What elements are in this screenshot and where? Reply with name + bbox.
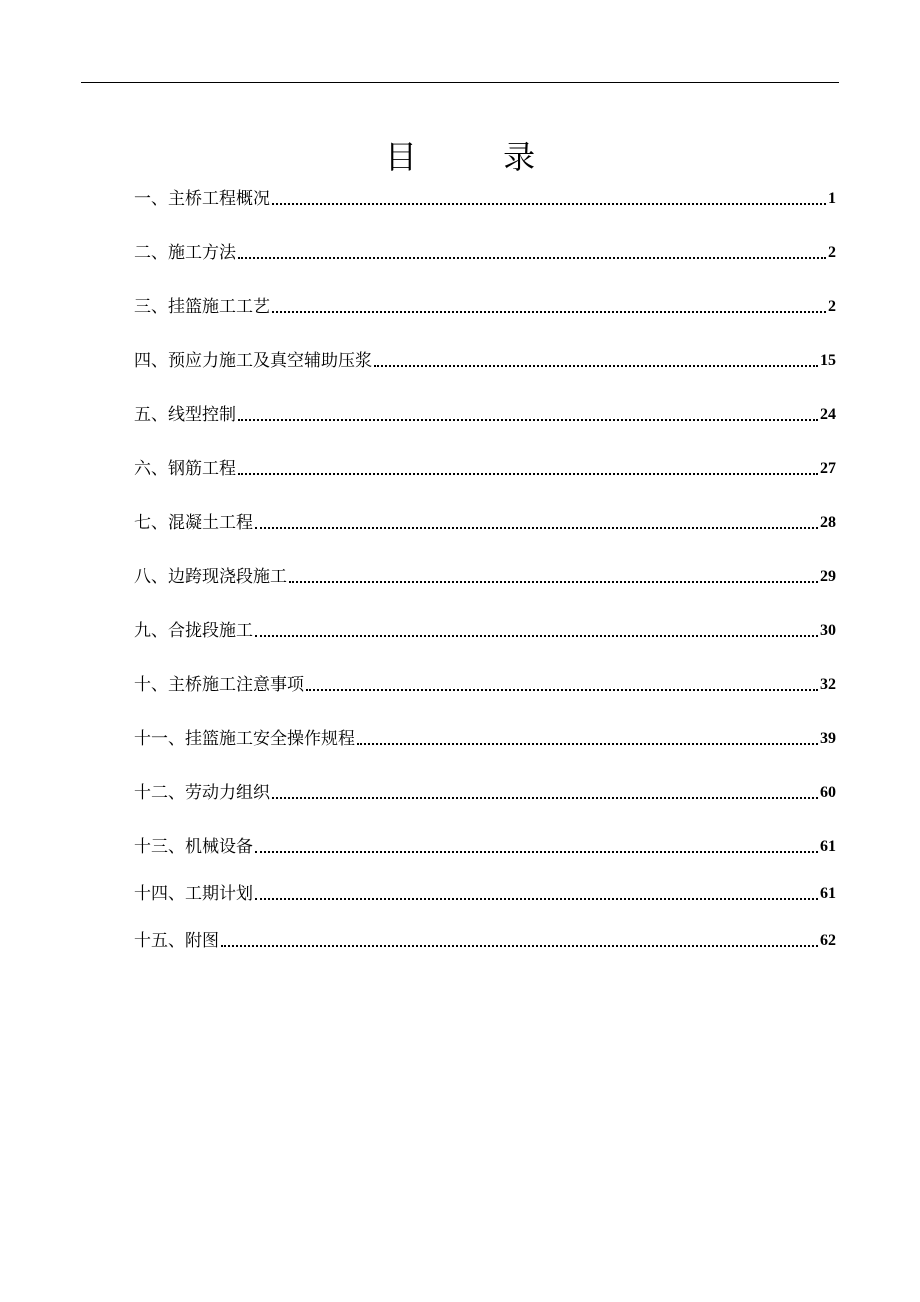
toc-entry-page[interactable]: 27 [820,460,836,477]
toc-entry[interactable] [134,400,836,426]
toc-entry-label[interactable]: 十、主桥施工注意事项 [134,675,304,695]
toc-entry-label[interactable]: 十一、挂篮施工安全操作规程 [134,729,355,749]
toc-entry[interactable] [134,832,836,858]
toc-entry-page[interactable]: 29 [820,568,836,585]
header-rule [81,82,839,83]
toc-entry[interactable] [134,670,836,696]
toc-entry-page[interactable]: 62 [820,932,836,949]
toc-entry[interactable] [134,562,836,588]
toc-dot-leader [306,689,818,691]
toc-entry[interactable] [134,616,836,642]
toc-entry-page[interactable]: 24 [820,406,836,423]
toc-dot-leader [272,203,826,205]
toc-entry-page[interactable]: 30 [820,622,836,639]
toc-dot-leader [272,797,818,799]
toc-entry-label[interactable]: 六、钢筋工程 [134,459,236,479]
toc-entry-page[interactable]: 61 [820,885,836,902]
toc-dot-leader [272,311,826,313]
toc-entry[interactable] [134,184,836,210]
toc-dot-leader [255,527,818,529]
toc-entry-label[interactable]: 三、挂篮施工工艺 [134,297,270,317]
toc-dot-leader [255,898,818,900]
toc-entry-label[interactable]: 十三、机械设备 [134,837,253,857]
toc-dot-leader [255,635,818,637]
toc-entry-page[interactable]: 2 [828,298,836,315]
toc-entry-page[interactable]: 2 [828,244,836,261]
toc-dot-leader [238,473,818,475]
toc-entry-page[interactable]: 28 [820,514,836,531]
toc-entry-label[interactable]: 十四、工期计划 [134,884,253,904]
toc-entry[interactable] [134,778,836,804]
toc-dot-leader [238,257,826,259]
toc-entry-page[interactable]: 1 [828,190,836,207]
toc-entry[interactable] [134,454,836,480]
toc-dot-leader [255,851,818,853]
toc-entry[interactable] [134,508,836,534]
toc-entry-page[interactable]: 15 [820,352,836,369]
toc-entry[interactable] [134,926,836,952]
toc-entry[interactable] [134,879,836,905]
toc-dot-leader [221,945,818,947]
toc-entry-label[interactable]: 十五、附图 [134,931,219,951]
toc-dot-leader [357,743,818,745]
toc-dot-leader [238,419,818,421]
toc-entry-page[interactable]: 32 [820,676,836,693]
toc-entry[interactable] [134,346,836,372]
toc-entry-label[interactable]: 十二、劳动力组织 [134,783,270,803]
toc-entry-page[interactable]: 39 [820,730,836,747]
toc-entry-label[interactable]: 九、合拢段施工 [134,621,253,641]
toc-entry[interactable] [134,724,836,750]
toc-dot-leader [374,365,818,367]
page-title: 目 录 [384,138,574,177]
toc-entry-label[interactable]: 一、主桥工程概况 [134,189,270,209]
toc-dot-leader [289,581,818,583]
toc-entry-page[interactable]: 61 [820,838,836,855]
toc-entry[interactable] [134,238,836,264]
toc-entry-label[interactable]: 五、线型控制 [134,405,236,425]
toc-entry-page[interactable]: 60 [820,784,836,801]
toc-entry-label[interactable]: 二、施工方法 [134,243,236,263]
toc-entry-label[interactable]: 八、边跨现浇段施工 [134,567,287,587]
toc-entry[interactable] [134,292,836,318]
toc-entry-label[interactable]: 七、混凝土工程 [134,513,253,533]
toc-entry-label[interactable]: 四、预应力施工及真空辅助压浆 [134,351,372,371]
